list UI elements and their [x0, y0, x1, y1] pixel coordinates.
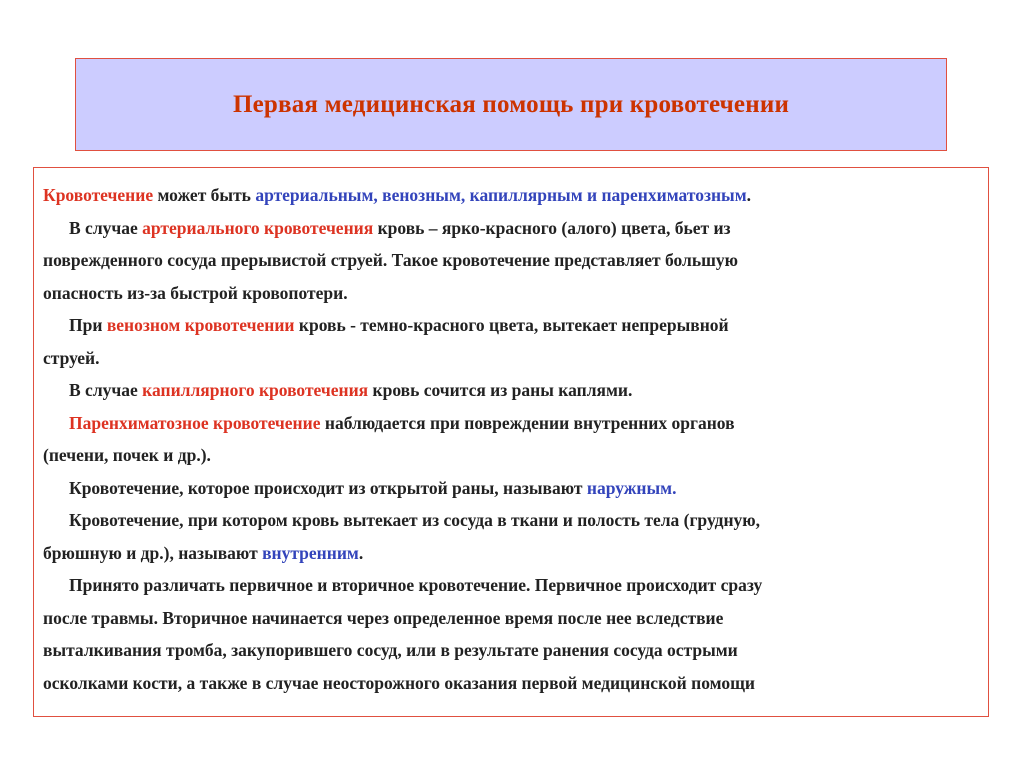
term-parenchymal: Паренхиматозное кровотечение — [69, 412, 321, 433]
text-line-9: (печени, почек и др.). — [43, 445, 211, 465]
text-line-10 — [43, 472, 988, 505]
term-bleeding: Кровотечение — [43, 185, 154, 205]
text-segment: . — [746, 185, 752, 205]
text-line-4: опасность из-за быстрой кровопотери. — [43, 282, 348, 303]
text-line-3: поврежденного сосуда прерывистой струей. Такое кровотечение представляет большую — [43, 250, 739, 270]
term-venous: венозном кровотечении — [106, 315, 295, 335]
text-segment: кровь сочится из раны каплями. — [368, 380, 633, 400]
term-capillary: капиллярного кровотечения — [142, 380, 369, 400]
text-segment: Кровотечение, которое происходит из открытой раны, называют — [69, 477, 587, 498]
text-line-12 — [43, 537, 988, 570]
text-segment: В случае — [69, 217, 143, 238]
text-line-2 — [43, 212, 988, 245]
text-line-1 — [43, 179, 988, 212]
text-segment: При — [69, 315, 107, 335]
slide-body — [33, 167, 989, 717]
term-internal: внутренним — [262, 542, 359, 563]
slide-title-box — [75, 58, 947, 151]
text-line-5 — [43, 309, 988, 342]
text-line-15: выталкивания тромба, закупорившего сосуд, или в результате ранения сосуда острыми — [43, 640, 738, 660]
text-segment: брюшную и др.), называют — [43, 542, 263, 563]
text-line-7 — [43, 374, 988, 407]
text-line-8 — [43, 407, 988, 440]
term-types: артериальным, венозным, капиллярным и паренхиматозным — [255, 185, 747, 205]
text-segment: кровь - темно-красного цвета, вытекает непрерывной — [294, 315, 729, 335]
term-arterial: артериального кровотечения — [142, 217, 374, 238]
text-line-6: струей. — [43, 347, 100, 368]
text-segment: может быть — [153, 185, 256, 205]
text-line-13: Принято различать первичное и вторичное кровотечение. Первичное происходит сразу — [69, 575, 763, 595]
slide-title: Первая медицинская помощь при кровотечении — [232, 90, 790, 118]
text-segment: кровь – ярко-красного (алого) цвета, бьет из — [373, 217, 731, 238]
text-segment: . — [358, 542, 364, 563]
text-line-11: Кровотечение, при котором кровь вытекает из сосуда в ткани и полость тела (грудную, — [69, 510, 761, 530]
text-line-16: осколками кости, а также в случае неосторожного оказания первой медицинской помощи — [43, 672, 755, 693]
term-external: наружным. — [586, 477, 677, 498]
text-line-14: после травмы. Вторичное начинается через определенное время после нее вследствие — [43, 607, 724, 628]
text-segment: наблюдается при повреждении внутренних органов — [320, 412, 735, 433]
text-segment: В случае — [69, 380, 143, 400]
